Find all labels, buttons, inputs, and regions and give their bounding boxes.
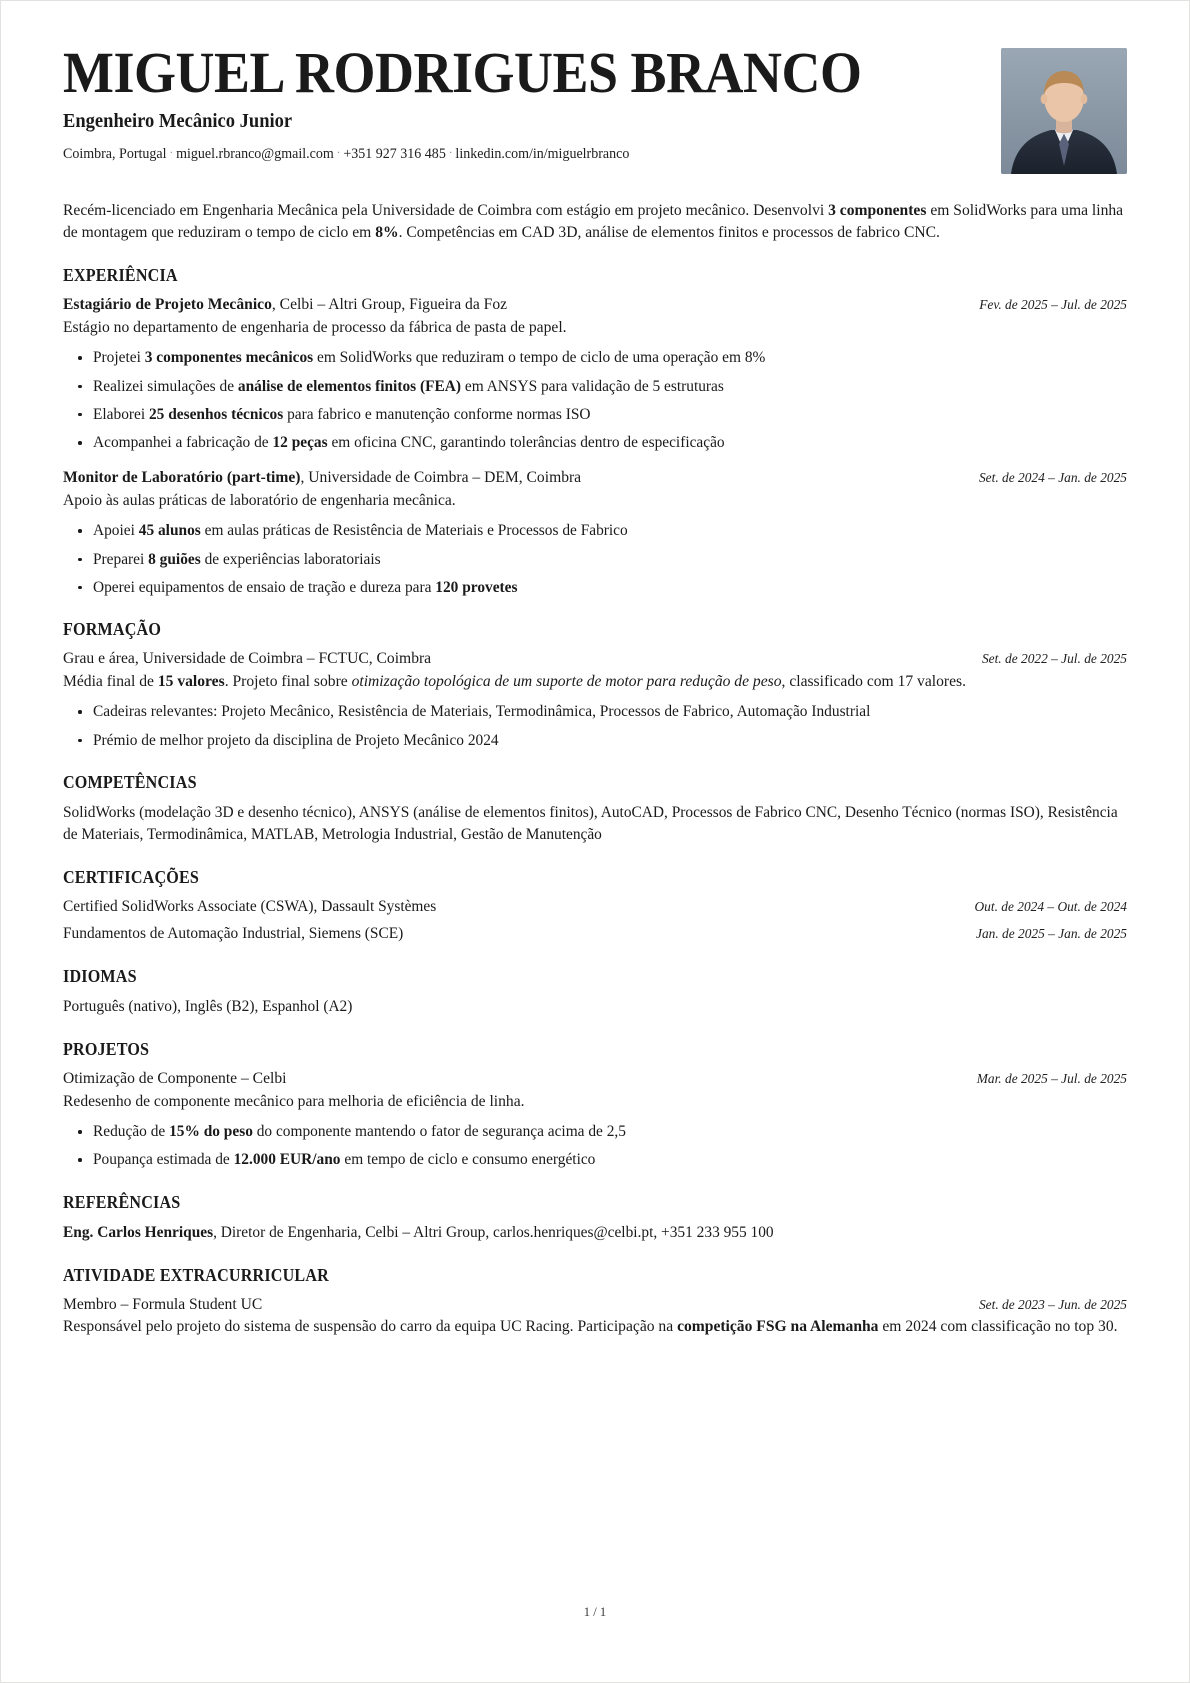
bullet-item: Cadeiras relevantes: Projeto Mecânico, Resistência de Materiais, Termodinâmica, Processos de Fabrico, Automação Industrial	[91, 701, 1127, 722]
page-indicator: 1 / 1	[583, 1605, 607, 1619]
section-title-languages: IDIOMAS	[63, 966, 137, 987]
extracurricular-entries	[63, 1295, 1127, 1338]
entry-date: Mar. de 2025 – Jul. de 2025	[976, 1071, 1127, 1087]
entry-role: Monitor de Laboratório (part-time), Universidade de Coimbra – DEM, Coimbra	[63, 469, 582, 487]
contact-email[interactable]: miguel.rbranco@gmail.com	[176, 146, 334, 163]
certification-name: Certified SolidWorks Associate (CSWA), Dassault Systèmes	[63, 897, 437, 915]
education-entries	[63, 649, 1127, 751]
entry-header	[63, 295, 1127, 316]
section-title-education: FORMAÇÃO	[63, 619, 162, 640]
contact-linkedin[interactable]: linkedin.com/in/miguelrbranco	[455, 146, 630, 163]
section-extracurricular	[63, 1265, 1127, 1338]
skills-text: SolidWorks (modelação 3D e desenho técnico), ANSYS (análise de elementos finitos), AutoCAD, Processos de Fabrico CNC, Desenho Técnico (normas ISO), Resistência de Materiais, Termodinâmica, MATLAB, Metrologia Industrial, Gestão de Manutenção	[63, 803, 1118, 843]
entry-bullet-list	[63, 701, 1127, 751]
bullet-item: Prémio de melhor projeto da disciplina de Projeto Mecânico 2024	[91, 730, 1127, 751]
entry-bullet-list	[63, 347, 1127, 453]
entry-role: Estagiário de Projeto Mecânico, Celbi – Altri Group, Figueira da Foz	[63, 296, 508, 314]
cv-entry	[63, 649, 1127, 751]
bullet-item: Poupança estimada de 12.000 EUR/ano em tempo de ciclo e consumo energético	[91, 1149, 1127, 1170]
section-projects	[63, 1039, 1127, 1171]
bullet-item: Realizei simulações de análise de elementos finitos (FEA) em ANSYS para validação de 5 estruturas	[91, 376, 1127, 397]
section-education	[63, 619, 1127, 751]
section-title-skills: COMPETÊNCIAS	[63, 771, 197, 792]
section-title-references: REFERÊNCIAS	[63, 1191, 181, 1212]
section-experience	[63, 265, 1127, 598]
certification-row	[63, 897, 1127, 918]
bullet-item: Elaborei 25 desenhos técnicos para fabrico e manutenção conforme normas ISO	[91, 404, 1127, 425]
entry-bullet-list	[63, 1121, 1127, 1171]
profile-photo	[1001, 48, 1127, 174]
certification-row	[63, 924, 1127, 945]
bullet-item: Acompanhei a fabricação de 12 peças em oficina CNC, garantindo tolerâncias dentro de especificação	[91, 432, 1127, 453]
entry-header	[63, 1295, 1127, 1316]
page-footer	[1, 1605, 1189, 1620]
section-title-projects: PROJETOS	[63, 1039, 150, 1060]
cv-entry	[63, 1295, 1127, 1338]
cv-entry	[63, 1069, 1127, 1171]
header-text-block	[63, 40, 1001, 165]
entry-description: Redesenho de componente mecânico para melhoria de eficiência de linha.	[63, 1092, 525, 1110]
certification-date: Out. de 2024 – Out. de 2024	[974, 898, 1127, 914]
section-title-certifications: CERTIFICAÇÕES	[63, 866, 200, 887]
entry-description: Estágio no departamento de engenharia de processo da fábrica de pasta de papel.	[63, 318, 567, 336]
entry-description: Apoio às aulas práticas de laboratório de engenharia mecânica.	[63, 491, 456, 509]
cv-entry	[63, 295, 1127, 453]
candidate-name: MIGUEL RODRIGUES BRANCO	[63, 40, 862, 105]
section-certifications	[63, 867, 1127, 946]
entry-role: Membro – Formula Student UC	[63, 1295, 263, 1313]
bullet-item: Projetei 3 componentes mecânicos em SolidWorks que reduziram o tempo de ciclo de uma operação em 8%	[91, 347, 1127, 368]
contact-separator-icon: ·	[448, 145, 453, 160]
entry-header	[63, 1069, 1127, 1090]
cv-header	[63, 40, 1127, 174]
entry-date: Set. de 2023 – Jun. de 2025	[978, 1296, 1127, 1312]
contact-phone[interactable]: +351 927 316 485	[343, 146, 446, 163]
professional-summary: Recém-licenciado em Engenharia Mecânica pela Universidade de Coimbra com estágio em projeto mecânico. Desenvolvi 3 componentes em SolidWorks para uma linha de montagem que reduziram o tempo de ciclo em 8%. Competências em CAD 3D, análise de elementos finitos e processos de fabrico CNC.	[63, 202, 1124, 242]
entry-header	[63, 649, 1127, 670]
entry-header	[63, 468, 1127, 489]
section-skills	[63, 772, 1127, 846]
experience-entries	[63, 295, 1127, 598]
languages-text: Português (nativo), Inglês (B2), Espanhol (A2)	[63, 998, 353, 1016]
reference-text: Eng. Carlos Henriques, Diretor de Engenharia, Celbi – Altri Group, carlos.henriques@celbi.pt, +351 233 955 100	[63, 1223, 774, 1241]
cv-sheet	[1, 1, 1189, 1682]
entry-date: Set. de 2024 – Jan. de 2025	[978, 470, 1127, 486]
entry-role: Otimização de Componente – Celbi	[63, 1070, 287, 1088]
entry-role: Grau e área, Universidade de Coimbra – FCTUC, Coimbra	[63, 650, 432, 668]
contact-location: Coimbra, Portugal	[63, 146, 167, 163]
contact-line	[63, 144, 946, 165]
contact-separator-icon: ·	[169, 145, 174, 160]
bullet-item: Redução de 15% do peso do componente mantendo o fator de segurança acima de 2,5	[91, 1121, 1127, 1142]
section-languages	[63, 966, 1127, 1018]
entry-date: Fev. de 2025 – Jul. de 2025	[979, 297, 1127, 313]
section-title-extracurricular: ATIVIDADE EXTRACURRICULAR	[63, 1264, 329, 1285]
candidate-job-title: Engenheiro Mecânico Junior	[63, 110, 293, 132]
certification-rows	[63, 897, 1127, 946]
contact-separator-icon: ·	[336, 145, 341, 160]
entry-date: Set. de 2022 – Jul. de 2025	[981, 651, 1127, 667]
bullet-item: Preparei 8 guiões de experiências laboratoriais	[91, 549, 1127, 570]
certification-date: Jan. de 2025 – Jan. de 2025	[976, 926, 1127, 942]
bullet-item: Operei equipamentos de ensaio de tração e dureza para 120 provetes	[91, 577, 1127, 598]
entry-description: Responsável pelo projeto do sistema de suspensão do carro da equipa UC Racing. Participação na competição FSG na Alemanha em 2024 com classificação no top 30.	[63, 1318, 1118, 1336]
entry-description: Média final de 15 valores. Projeto final sobre otimização topológica de um suporte de motor para redução de peso, classificado com 17 valores.	[63, 672, 966, 690]
certification-name: Fundamentos de Automação Industrial, Siemens (SCE)	[63, 925, 404, 943]
section-references	[63, 1192, 1127, 1244]
project-entries	[63, 1069, 1127, 1171]
entry-bullet-list	[63, 520, 1127, 598]
cv-entry	[63, 468, 1127, 598]
section-title-experience: EXPERIÊNCIA	[63, 265, 178, 286]
bullet-item: Apoiei 45 alunos em aulas práticas de Resistência de Materiais e Processos de Fabrico	[91, 520, 1127, 541]
